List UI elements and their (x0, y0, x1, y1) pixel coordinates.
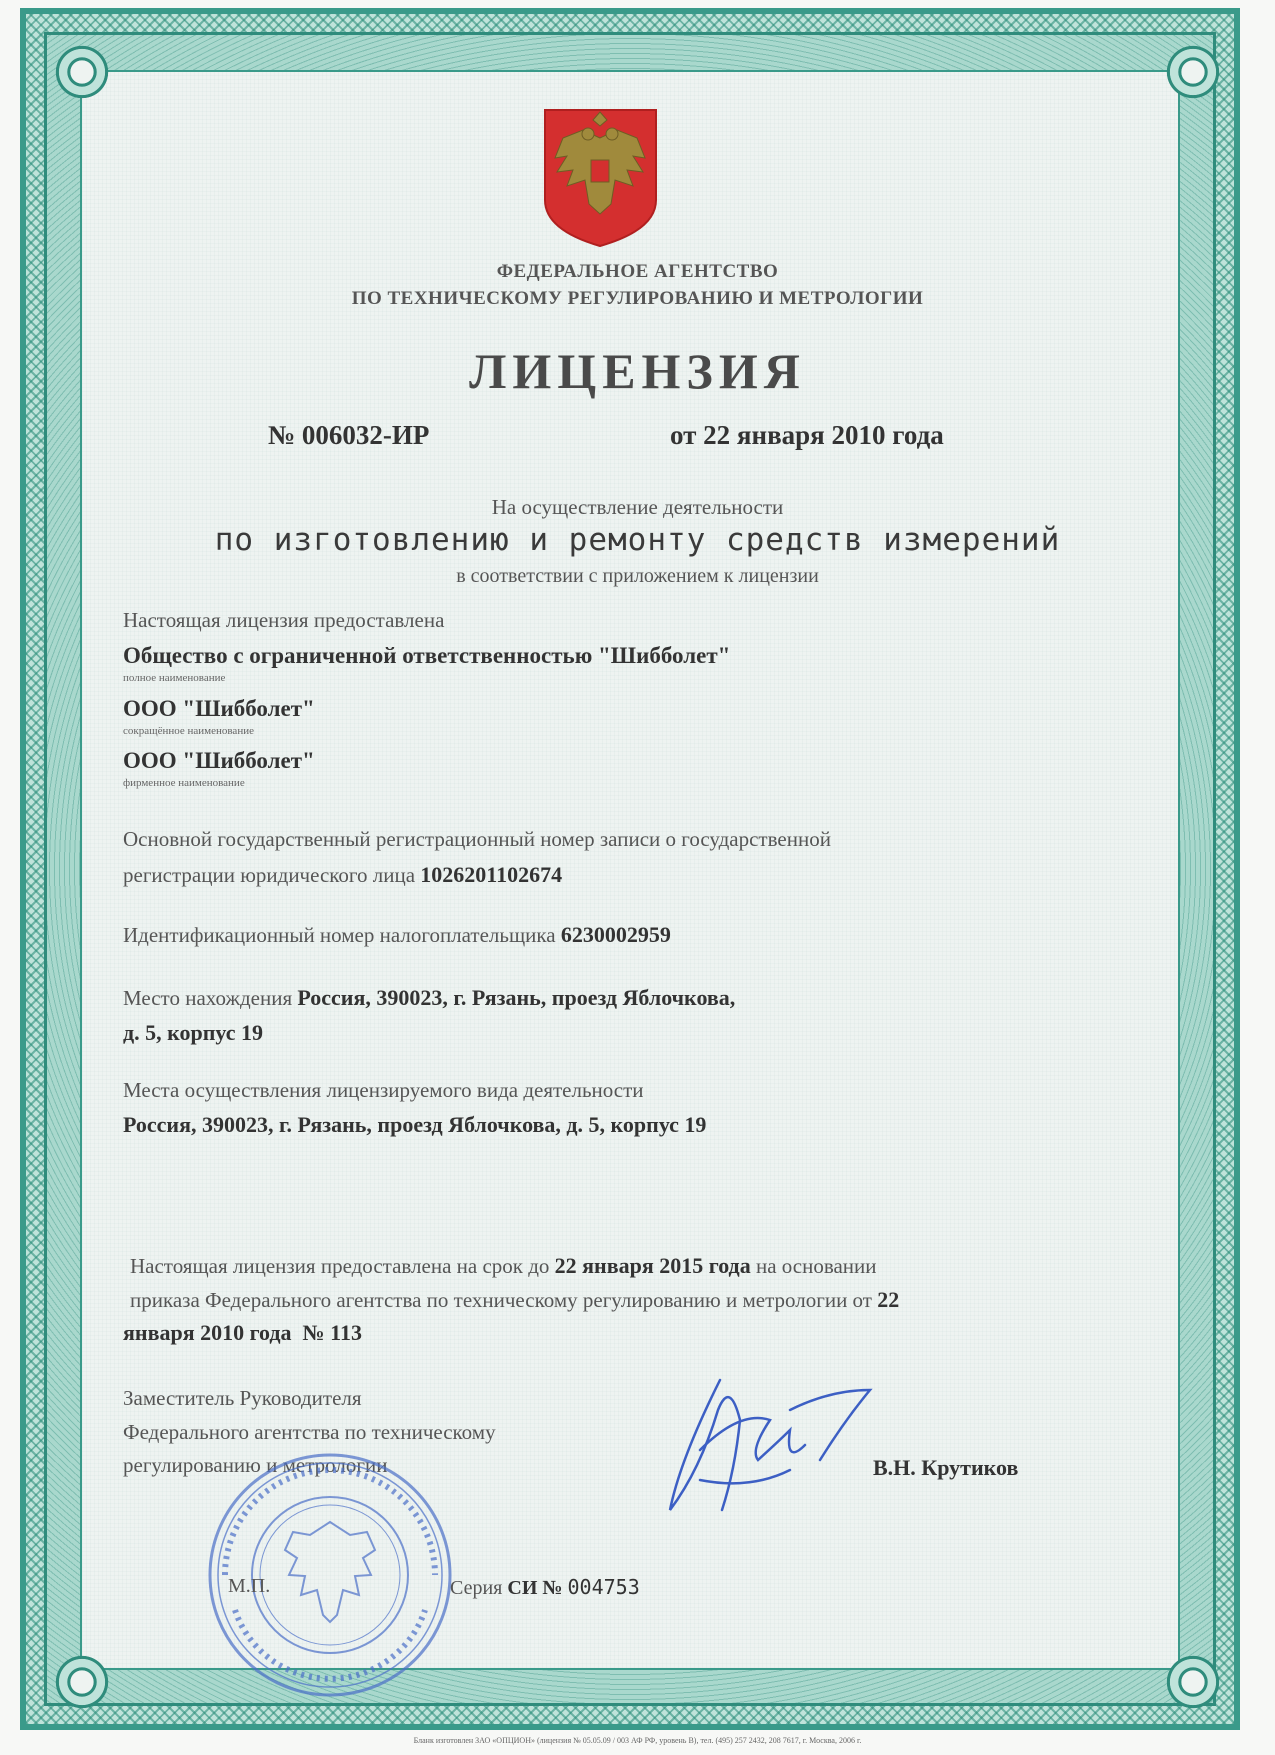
inn-line (123, 922, 671, 948)
printer-imprint: Бланк изготовлен ЗАО «ОПЦИОН» (лицензия № 05.05.09 / 003 АФ РФ, уровень В), тел. (495) 257 2432, 208 7617, г. Москва, 2006 г. (413, 1736, 862, 1745)
ogrn-label-line1: Основной государственный регистрационный номер записи о государственной (123, 827, 831, 851)
ogrn-value: 1026201102674 (420, 862, 563, 887)
term-line2 (130, 1287, 899, 1313)
coat-of-arms-icon (543, 108, 658, 248)
signatory-position-2: Федерального агентства по техническому (123, 1420, 496, 1444)
document-title: ЛИЦЕНЗИЯ (469, 343, 806, 399)
agency-line-1: ФЕДЕРАЛЬНОЕ АГЕНТСТВО (496, 261, 779, 282)
activity-note: в соответствии с приложением к лицензии (456, 565, 819, 587)
term-text2: на основании (755, 1254, 877, 1278)
location-address-1: Россия, 390023, г. Рязань, проезд Яблочкова, (297, 985, 736, 1010)
license-date: от 22 января 2010 года (670, 420, 944, 450)
location-label: Место нахождения (123, 986, 293, 1010)
term-text1: Настоящая лицензия предоставлена на срок до (130, 1254, 550, 1278)
term-text3: приказа Федерального агентства по техническому регулированию и метрологии от (130, 1288, 872, 1312)
licensee-full-name: Общество с ограниченной ответственностью "Шибболет" (123, 643, 731, 668)
location-address-2: д. 5, корпус 19 (123, 1020, 264, 1045)
ogrn-line (123, 862, 562, 888)
activity-intro: На осуществление деятельности (491, 495, 784, 519)
term-until: 22 января 2015 года (554, 1253, 751, 1278)
signatory-name: В.Н. Крутиков (873, 1455, 1019, 1480)
agency-line-2: ПО ТЕХНИЧЕСКОМУ РЕГУЛИРОВАНИЮ И МЕТРОЛОГИИ (351, 288, 924, 309)
order-date-day: 22 (877, 1287, 900, 1312)
signatory-position-3: регулированию и метрологии (123, 1453, 388, 1477)
firm-name-caption: фирменное наименование (123, 777, 245, 789)
series-number: 004753 (567, 1575, 640, 1599)
corner-rosette-icon (55, 1655, 109, 1709)
corner-rosette-icon (55, 45, 109, 99)
activity-name: по изготовлению и ремонту средств измерений (214, 522, 1061, 558)
series-line (450, 1575, 640, 1600)
order-date-rest: января 2010 года (123, 1320, 292, 1345)
seal-place-label: М.П. (228, 1575, 271, 1597)
location-line1 (123, 985, 735, 1011)
full-name-caption: полное наименование (123, 672, 226, 684)
inn-label: Идентификационный номер налогоплательщика (123, 923, 556, 947)
term-line1 (130, 1253, 877, 1279)
signature-icon (640, 1350, 890, 1550)
corner-rosette-icon (1166, 45, 1220, 99)
short-name-caption: сокращённое наименование (123, 725, 254, 737)
granted-to-label: Настоящая лицензия предоставлена (123, 608, 445, 632)
order-number: № 113 (302, 1320, 362, 1345)
corner-rosette-icon (1166, 1655, 1220, 1709)
ogrn-label-line2: регистрации юридического лица (123, 863, 416, 887)
signatory-position-1: Заместитель Руководителя (123, 1386, 362, 1410)
series-code: СИ (507, 1577, 538, 1599)
activity-place-address: Россия, 390023, г. Рязань, проезд Яблочкова, д. 5, корпус 19 (123, 1112, 707, 1137)
series-number-label: № (542, 1577, 563, 1599)
inn-value: 6230002959 (560, 922, 671, 947)
license-number: № 006032-ИР (268, 420, 430, 450)
licensee-short-name: ООО "Шибболет" (123, 696, 315, 721)
licensee-firm-name: ООО "Шибболет" (123, 748, 315, 773)
series-label: Серия (450, 1577, 503, 1599)
agency-header (0, 258, 1275, 312)
term-line3 (123, 1320, 362, 1346)
activity-place-label: Места осуществления лицензируемого вида деятельности (123, 1078, 644, 1102)
